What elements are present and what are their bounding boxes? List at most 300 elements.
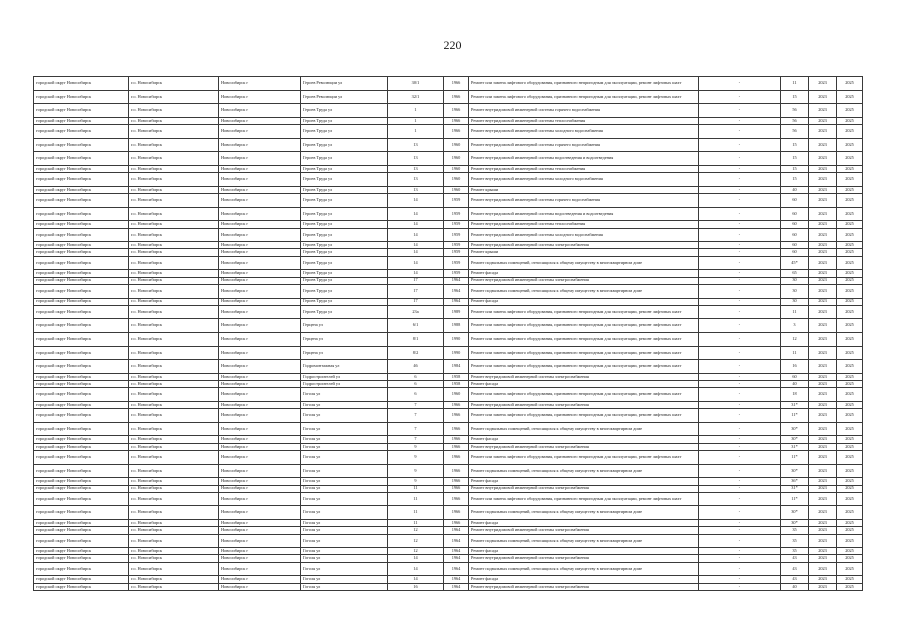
cell-district: г.о. Новосибирск <box>129 242 219 249</box>
cell-value: 30* <box>781 506 809 520</box>
cell-municipality: городской округ Новосибирск <box>34 576 129 583</box>
table-row <box>34 534 863 548</box>
cell-municipality: городской округ Новосибирск <box>34 194 129 208</box>
cell-street: Героев Труда ул <box>301 249 388 256</box>
cell-value: 40 <box>781 583 809 590</box>
cell-house-number: 9 <box>388 464 444 478</box>
cell-build-year: 1958 <box>444 373 469 380</box>
cell-street: Гоголя ул <box>301 548 388 555</box>
cell-value: 60 <box>781 228 809 242</box>
cell-value: 35 <box>781 527 809 534</box>
cell-separator: - <box>699 104 781 118</box>
cell-build-year: 1966 <box>444 478 469 485</box>
cell-build-year: 1966 <box>444 520 469 527</box>
cell-settlement: Новосибирск г <box>219 555 301 562</box>
cell-settlement: Новосибирск г <box>219 388 301 402</box>
cell-year-from: 2023 <box>809 256 837 270</box>
cell-build-year: 1960 <box>444 152 469 166</box>
cell-build-year: 1966 <box>444 436 469 443</box>
cell-district: г.о. Новосибирск <box>129 249 219 256</box>
cell-house-number: 14 <box>388 576 444 583</box>
cell-year-to: 2025 <box>837 256 863 270</box>
cell-district: г.о. Новосибирск <box>129 492 219 506</box>
cell-year-to: 2025 <box>837 583 863 590</box>
cell-build-year: 1966 <box>444 464 469 478</box>
cell-work-type: Ремонт крыши <box>469 186 699 193</box>
page-number: 220 <box>443 38 462 52</box>
cell-separator: - <box>699 443 781 450</box>
cell-municipality: городской округ Новосибирск <box>34 388 129 402</box>
table-row <box>34 249 863 256</box>
cell-year-from: 2023 <box>809 221 837 228</box>
cell-separator: - <box>699 256 781 270</box>
cell-year-from: 2023 <box>809 401 837 408</box>
cell-year-from: 2023 <box>809 506 837 520</box>
cell-street: Гидростроителей ул <box>301 381 388 388</box>
cell-district: г.о. Новосибирск <box>129 381 219 388</box>
cell-year-from: 2023 <box>809 555 837 562</box>
cell-street: Герцена ул <box>301 332 388 346</box>
table-row <box>34 228 863 242</box>
cell-district: г.о. Новосибирск <box>129 90 219 104</box>
cell-separator: - <box>699 346 781 360</box>
cell-year-to: 2025 <box>837 125 863 139</box>
cell-settlement: Новосибирск г <box>219 562 301 576</box>
cell-house-number: 13 <box>388 165 444 172</box>
cell-street: Героев Труда ул <box>301 117 388 124</box>
table-row <box>34 77 863 91</box>
cell-separator: - <box>699 319 781 333</box>
cell-year-from: 2023 <box>809 104 837 118</box>
cell-settlement: Новосибирск г <box>219 165 301 172</box>
cell-house-number: 17 <box>388 284 444 298</box>
cell-build-year: 1959 <box>444 228 469 242</box>
cell-settlement: Новосибирск г <box>219 373 301 380</box>
cell-work-type: Ремонт подвальных помещений, относящихся к общему имуществу в многоквартирном доме <box>469 464 699 478</box>
cell-value: 60 <box>781 221 809 228</box>
cell-work-type: Ремонт фасада <box>469 520 699 527</box>
cell-value: 36* <box>781 478 809 485</box>
table-row <box>34 186 863 193</box>
cell-build-year: 1966 <box>444 485 469 492</box>
cell-house-number: 14 <box>388 562 444 576</box>
cell-house-number: 17 <box>388 298 444 305</box>
cell-municipality: городской округ Новосибирск <box>34 520 129 527</box>
cell-build-year: 1966 <box>444 401 469 408</box>
table-row <box>34 388 863 402</box>
cell-year-from: 2023 <box>809 165 837 172</box>
table-row <box>34 506 863 520</box>
cell-municipality: городской округ Новосибирск <box>34 165 129 172</box>
cell-year-from: 2023 <box>809 207 837 221</box>
cell-year-to: 2025 <box>837 527 863 534</box>
cell-house-number: 14 <box>388 555 444 562</box>
cell-build-year: 1966 <box>444 125 469 139</box>
cell-value: 40 <box>781 381 809 388</box>
cell-settlement: Новосибирск г <box>219 104 301 118</box>
cell-year-to: 2025 <box>837 360 863 374</box>
cell-value: 30* <box>781 436 809 443</box>
cell-year-from: 2023 <box>809 249 837 256</box>
table-row <box>34 173 863 187</box>
cell-work-type: Ремонт или замена лифтового оборудования, признанного непригодным для эксплуатации, ремонт лифтовых шахт <box>469 451 699 465</box>
cell-street: Героев Труда ул <box>301 152 388 166</box>
cell-settlement: Новосибирск г <box>219 478 301 485</box>
cell-municipality: городской округ Новосибирск <box>34 478 129 485</box>
cell-value: 56 <box>781 104 809 118</box>
cell-year-to: 2025 <box>837 562 863 576</box>
cell-separator: - <box>699 464 781 478</box>
table-row <box>34 104 863 118</box>
cell-separator: - <box>699 360 781 374</box>
cell-street: Гоголя ул <box>301 451 388 465</box>
cell-street: Героев Труда ул <box>301 256 388 270</box>
cell-house-number: 7 <box>388 422 444 436</box>
cell-municipality: городской округ Новосибирск <box>34 332 129 346</box>
cell-municipality: городской округ Новосибирск <box>34 464 129 478</box>
cell-street: Гоголя ул <box>301 583 388 590</box>
cell-house-number: 8/2 <box>388 346 444 360</box>
cell-street: Гидромонтажная ул <box>301 360 388 374</box>
table-row <box>34 284 863 298</box>
cell-year-from: 2023 <box>809 332 837 346</box>
cell-build-year: 1966 <box>444 422 469 436</box>
cell-street: Героев Труда ул <box>301 221 388 228</box>
cell-year-from: 2023 <box>809 520 837 527</box>
cell-district: г.о. Новосибирск <box>129 104 219 118</box>
cell-street: Гоголя ул <box>301 562 388 576</box>
cell-year-to: 2025 <box>837 492 863 506</box>
cell-year-to: 2025 <box>837 173 863 187</box>
cell-separator: - <box>699 506 781 520</box>
cell-district: г.о. Новосибирск <box>129 485 219 492</box>
cell-value: 15 <box>781 173 809 187</box>
cell-house-number: 14 <box>388 270 444 277</box>
cell-build-year: 1966 <box>444 77 469 91</box>
cell-work-type: Ремонт внутридомовой инженерной системы горячего водоснабжения <box>469 138 699 152</box>
cell-build-year: 1966 <box>444 90 469 104</box>
cell-year-to: 2025 <box>837 165 863 172</box>
cell-separator: - <box>699 534 781 548</box>
cell-house-number: 14 <box>388 228 444 242</box>
cell-build-year: 1964 <box>444 576 469 583</box>
cell-year-from: 2023 <box>809 117 837 124</box>
cell-street: Гоголя ул <box>301 485 388 492</box>
cell-street: Герцена ул <box>301 319 388 333</box>
cell-build-year: 1966 <box>444 443 469 450</box>
cell-separator: - <box>699 422 781 436</box>
cell-settlement: Новосибирск г <box>219 346 301 360</box>
cell-work-type: Ремонт внутридомовой инженерной системы электроснабжения <box>469 277 699 284</box>
cell-value: 40 <box>781 186 809 193</box>
table-row <box>34 277 863 284</box>
table-row <box>34 125 863 139</box>
cell-year-from: 2023 <box>809 562 837 576</box>
cell-work-type: Ремонт фасада <box>469 576 699 583</box>
cell-work-type: Ремонт внутридомовой инженерной системы электроснабжения <box>469 527 699 534</box>
cell-house-number: 14 <box>388 249 444 256</box>
table-row <box>34 562 863 576</box>
cell-settlement: Новосибирск г <box>219 152 301 166</box>
cell-house-number: 11 <box>388 485 444 492</box>
cell-build-year: 1959 <box>444 207 469 221</box>
cell-value: 60 <box>781 242 809 249</box>
cell-year-to: 2025 <box>837 436 863 443</box>
cell-year-to: 2025 <box>837 409 863 423</box>
table-row <box>34 360 863 374</box>
cell-municipality: городской округ Новосибирск <box>34 270 129 277</box>
cell-year-from: 2023 <box>809 277 837 284</box>
cell-year-from: 2023 <box>809 485 837 492</box>
cell-settlement: Новосибирск г <box>219 520 301 527</box>
cell-municipality: городской округ Новосибирск <box>34 298 129 305</box>
cell-municipality: городской округ Новосибирск <box>34 186 129 193</box>
cell-build-year: 1960 <box>444 138 469 152</box>
cell-house-number: 12 <box>388 548 444 555</box>
cell-street: Гоголя ул <box>301 422 388 436</box>
cell-year-to: 2025 <box>837 485 863 492</box>
cell-year-from: 2023 <box>809 194 837 208</box>
cell-municipality: городской округ Новосибирск <box>34 381 129 388</box>
cell-year-to: 2025 <box>837 555 863 562</box>
cell-house-number: 46 <box>388 360 444 374</box>
cell-build-year: 1989 <box>444 305 469 319</box>
cell-year-to: 2025 <box>837 228 863 242</box>
cell-value: 43 <box>781 555 809 562</box>
cell-street: Гоголя ул <box>301 527 388 534</box>
cell-year-to: 2025 <box>837 284 863 298</box>
cell-municipality: городской округ Новосибирск <box>34 256 129 270</box>
cell-district: г.о. Новосибирск <box>129 555 219 562</box>
cell-street: Героев Труда ул <box>301 138 388 152</box>
cell-street: Героев Труда ул <box>301 186 388 193</box>
cell-year-from: 2023 <box>809 186 837 193</box>
cell-value: 30 <box>781 284 809 298</box>
cell-work-type: Ремонт внутридомовой инженерной системы горячего водоснабжения <box>469 194 699 208</box>
cell-year-to: 2025 <box>837 186 863 193</box>
cell-district: г.о. Новосибирск <box>129 527 219 534</box>
cell-settlement: Новосибирск г <box>219 401 301 408</box>
cell-street: Героев Революции ул <box>301 90 388 104</box>
cell-district: г.о. Новосибирск <box>129 270 219 277</box>
cell-house-number: 30/1 <box>388 77 444 91</box>
cell-street: Героев Труда ул <box>301 207 388 221</box>
cell-settlement: Новосибирск г <box>219 125 301 139</box>
cell-year-to: 2025 <box>837 332 863 346</box>
cell-work-type: Ремонт внутридомовой инженерной системы электроснабжения <box>469 555 699 562</box>
cell-separator: - <box>699 207 781 221</box>
cell-work-type: Ремонт или замена лифтового оборудования, признанного непригодным для эксплуатации, ремонт лифтовых шахт <box>469 332 699 346</box>
cell-district: г.о. Новосибирск <box>129 401 219 408</box>
cell-district: г.о. Новосибирск <box>129 194 219 208</box>
cell-separator: - <box>699 401 781 408</box>
cell-value: 43 <box>781 576 809 583</box>
cell-build-year: 1966 <box>444 104 469 118</box>
cell-house-number: 14 <box>388 242 444 249</box>
cell-separator: - <box>699 77 781 91</box>
cell-build-year: 1959 <box>444 256 469 270</box>
cell-year-from: 2023 <box>809 478 837 485</box>
cell-year-to: 2025 <box>837 221 863 228</box>
cell-municipality: городской округ Новосибирск <box>34 360 129 374</box>
cell-value: 60 <box>781 373 809 380</box>
cell-work-type: Ремонт внутридомовой инженерной системы холодного водоснабжения <box>469 228 699 242</box>
cell-build-year: 1988 <box>444 319 469 333</box>
cell-district: г.о. Новосибирск <box>129 332 219 346</box>
cell-street: Героев Труда ул <box>301 277 388 284</box>
cell-district: г.о. Новосибирск <box>129 464 219 478</box>
cell-settlement: Новосибирск г <box>219 194 301 208</box>
cell-work-type: Ремонт внутридомовой инженерной системы электроснабжения <box>469 583 699 590</box>
cell-separator: - <box>699 284 781 298</box>
cell-settlement: Новосибирск г <box>219 228 301 242</box>
cell-build-year: 1959 <box>444 270 469 277</box>
cell-value: 31* <box>781 485 809 492</box>
cell-municipality: городской округ Новосибирск <box>34 277 129 284</box>
cell-municipality: городской округ Новосибирск <box>34 125 129 139</box>
cell-work-type: Ремонт подвальных помещений, относящихся к общему имуществу в многоквартирном доме <box>469 422 699 436</box>
cell-year-from: 2023 <box>809 576 837 583</box>
table-row <box>34 152 863 166</box>
cell-year-to: 2025 <box>837 249 863 256</box>
cell-municipality: городской округ Новосибирск <box>34 173 129 187</box>
cell-year-to: 2025 <box>837 104 863 118</box>
cell-value: 31* <box>781 401 809 408</box>
table-row <box>34 520 863 527</box>
cell-year-to: 2025 <box>837 319 863 333</box>
cell-municipality: городской округ Новосибирск <box>34 249 129 256</box>
cell-year-to: 2025 <box>837 207 863 221</box>
cell-work-type: Ремонт внутридомовой инженерной системы холодного водоснабжения <box>469 173 699 187</box>
cell-district: г.о. Новосибирск <box>129 207 219 221</box>
cell-settlement: Новосибирск г <box>219 548 301 555</box>
cell-year-to: 2025 <box>837 242 863 249</box>
cell-district: г.о. Новосибирск <box>129 576 219 583</box>
cell-street: Героев Труда ул <box>301 104 388 118</box>
cell-build-year: 1964 <box>444 298 469 305</box>
cell-year-from: 2023 <box>809 77 837 91</box>
cell-house-number: 11 <box>388 492 444 506</box>
cell-separator: - <box>699 138 781 152</box>
cell-separator: - <box>699 228 781 242</box>
cell-work-type: Ремонт внутридомовой инженерной системы горячего водоснабжения <box>469 104 699 118</box>
cell-settlement: Новосибирск г <box>219 583 301 590</box>
cell-value: 16 <box>781 360 809 374</box>
cell-settlement: Новосибирск г <box>219 381 301 388</box>
cell-settlement: Новосибирск г <box>219 305 301 319</box>
cell-house-number: 32/1 <box>388 90 444 104</box>
cell-street: Героев Труда ул <box>301 298 388 305</box>
cell-house-number: 12 <box>388 534 444 548</box>
cell-house-number: 11 <box>388 520 444 527</box>
cell-year-from: 2023 <box>809 138 837 152</box>
cell-municipality: городской округ Новосибирск <box>34 373 129 380</box>
cell-house-number: 7 <box>388 409 444 423</box>
cell-value: 60 <box>781 194 809 208</box>
cell-separator: - <box>699 90 781 104</box>
cell-work-type: Ремонт или замена лифтового оборудования, признанного непригодным для эксплуатации, ремонт лифтовых шахт <box>469 346 699 360</box>
cell-house-number: 1 <box>388 117 444 124</box>
cell-street: Гоголя ул <box>301 534 388 548</box>
cell-value: 35 <box>781 548 809 555</box>
cell-house-number: 13 <box>388 138 444 152</box>
cell-work-type: Ремонт внутридомовой инженерной системы электроснабжения <box>469 242 699 249</box>
cell-municipality: городской округ Новосибирск <box>34 401 129 408</box>
cell-district: г.о. Новосибирск <box>129 451 219 465</box>
cell-value: 56 <box>781 125 809 139</box>
cell-year-from: 2023 <box>809 388 837 402</box>
cell-year-from: 2023 <box>809 360 837 374</box>
cell-value: 11 <box>781 77 809 91</box>
table-row <box>34 298 863 305</box>
cell-house-number: 13 <box>388 186 444 193</box>
cell-work-type: Ремонт внутридомовой инженерной системы холодного водоснабжения <box>469 125 699 139</box>
cell-value: 15 <box>781 138 809 152</box>
cell-work-type: Ремонт внутридомовой инженерной системы электроснабжения <box>469 373 699 380</box>
cell-district: г.о. Новосибирск <box>129 173 219 187</box>
cell-house-number: 14 <box>388 194 444 208</box>
cell-year-to: 2025 <box>837 478 863 485</box>
cell-municipality: городской округ Новосибирск <box>34 555 129 562</box>
cell-municipality: городской округ Новосибирск <box>34 90 129 104</box>
cell-build-year: 1964 <box>444 548 469 555</box>
cell-municipality: городской округ Новосибирск <box>34 485 129 492</box>
cell-house-number: 7 <box>388 436 444 443</box>
cell-street: Героев Труда ул <box>301 305 388 319</box>
cell-separator: - <box>699 277 781 284</box>
cell-separator: - <box>699 186 781 193</box>
cell-settlement: Новосибирск г <box>219 221 301 228</box>
cell-value: 43 <box>781 562 809 576</box>
cell-house-number: 17 <box>388 277 444 284</box>
cell-settlement: Новосибирск г <box>219 77 301 91</box>
cell-build-year: 1964 <box>444 583 469 590</box>
cell-value: 35 <box>781 534 809 548</box>
cell-value: 15 <box>781 165 809 172</box>
cell-settlement: Новосибирск г <box>219 576 301 583</box>
table-row <box>34 409 863 423</box>
cell-separator: - <box>699 576 781 583</box>
cell-separator: - <box>699 125 781 139</box>
cell-district: г.о. Новосибирск <box>129 77 219 91</box>
cell-work-type: Ремонт или замена лифтового оборудования, признанного непригодным для эксплуатации, ремонт лифтовых шахт <box>469 90 699 104</box>
cell-year-to: 2025 <box>837 77 863 91</box>
table-row <box>34 256 863 270</box>
cell-settlement: Новосибирск г <box>219 485 301 492</box>
cell-year-from: 2023 <box>809 152 837 166</box>
cell-build-year: 1959 <box>444 221 469 228</box>
cell-separator: - <box>699 332 781 346</box>
cell-house-number: 16 <box>388 583 444 590</box>
cell-separator: - <box>699 117 781 124</box>
cell-build-year: 1964 <box>444 277 469 284</box>
cell-municipality: городской округ Новосибирск <box>34 346 129 360</box>
cell-year-to: 2025 <box>837 401 863 408</box>
cell-separator: - <box>699 527 781 534</box>
cell-district: г.о. Новосибирск <box>129 409 219 423</box>
cell-work-type: Ремонт подвальных помещений, относящихся к общему имуществу в многоквартирном доме <box>469 562 699 576</box>
cell-house-number: 13 <box>388 152 444 166</box>
cell-year-to: 2025 <box>837 451 863 465</box>
table-body <box>34 77 863 591</box>
cell-street: Гоголя ул <box>301 506 388 520</box>
cell-separator: - <box>699 152 781 166</box>
cell-work-type: Ремонт подвальных помещений, относящихся к общему имуществу в многоквартирном доме <box>469 534 699 548</box>
cell-value: 11* <box>781 409 809 423</box>
cell-municipality: городской округ Новосибирск <box>34 117 129 124</box>
cell-year-to: 2025 <box>837 152 863 166</box>
cell-year-to: 2025 <box>837 194 863 208</box>
